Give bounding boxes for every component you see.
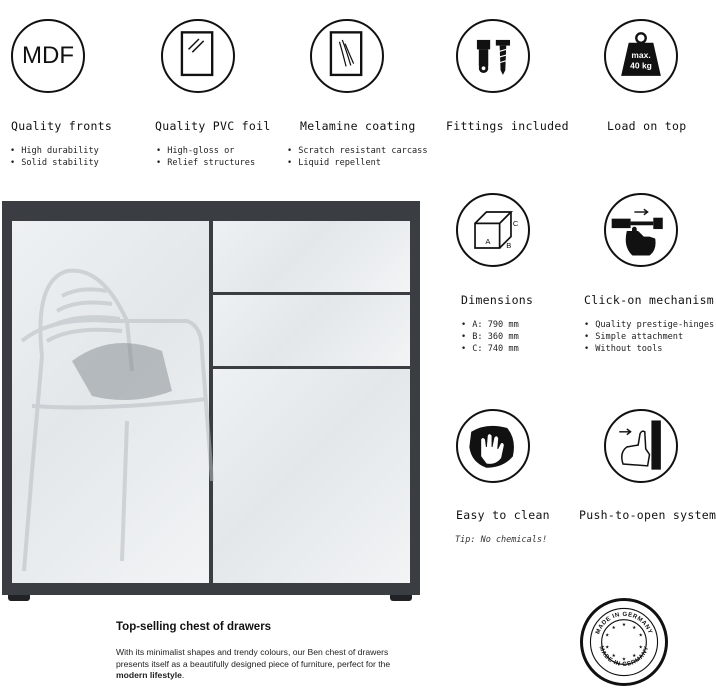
list-item: • B: 360 mm <box>461 332 519 344</box>
feature-title-push-to-open: Push-to-open system <box>579 508 716 522</box>
list-item: • C: 740 mm <box>461 344 519 356</box>
product-description-text: With its minimalist shapes and trendy colours, our Ben chest of drawers presents itself as a beautifully designed piece of furniture, perfect for the <box>116 647 391 669</box>
feature-bullets-melamine-coating <box>287 146 428 170</box>
feature-title-dimensions: Dimensions <box>461 293 534 307</box>
svg-text:★: ★ <box>621 623 627 629</box>
feature-title-click-on-mechanism: Click-on mechanism <box>584 293 715 307</box>
svg-text:★: ★ <box>632 625 637 631</box>
feature-bullets-dimensions <box>461 320 519 355</box>
svg-text:★: ★ <box>632 653 637 659</box>
scratch-panel-icon <box>310 19 384 93</box>
feature-bullets-quality-pvc-foil <box>156 146 255 170</box>
list-item: • Liquid repellent <box>287 158 428 170</box>
feature-title-melamine-coating: Melamine coating <box>300 119 416 133</box>
list-item: • High-gloss or <box>156 146 255 158</box>
list-item: • Quality prestige-hinges <box>584 320 714 332</box>
weight-icon-line2: 40 kg <box>630 60 652 71</box>
list-item: • Scratch resistant carcass <box>287 146 428 158</box>
svg-text:★: ★ <box>611 653 616 659</box>
mdf-icon <box>11 19 85 93</box>
list-item: • Solid stability <box>10 158 99 170</box>
list-item: • Simple attachment <box>584 332 714 344</box>
box-dimensions-icon <box>456 193 530 267</box>
feature-title-load-on-top: Load on top <box>607 119 687 133</box>
cabinet-foot-right <box>390 595 412 601</box>
list-item: • High durability <box>10 146 99 158</box>
product-description <box>116 647 416 682</box>
svg-text:★: ★ <box>605 633 610 639</box>
svg-text:★: ★ <box>638 645 643 651</box>
dimension-label-b: B <box>506 240 512 250</box>
feature-bullets-click-on-mechanism <box>584 320 714 355</box>
feature-title-fittings-included: Fittings included <box>446 119 569 133</box>
list-item: • A: 790 mm <box>461 320 519 332</box>
svg-text:★: ★ <box>621 657 627 663</box>
chair-reflection <box>12 221 412 583</box>
badge-text-top: MADE IN GERMANY <box>595 611 653 636</box>
glossy-panel-icon <box>161 19 235 93</box>
cleaning-tip: Tip: No chemicals! <box>455 535 548 545</box>
list-item: • Relief structures <box>156 158 255 170</box>
push-door-icon <box>604 409 678 483</box>
mdf-icon-text: MDF <box>22 42 74 69</box>
cabinet-foot-left <box>8 595 30 601</box>
svg-text:★: ★ <box>611 625 616 631</box>
dimension-label-c: C <box>512 219 519 229</box>
feature-title-easy-to-clean: Easy to clean <box>456 508 550 522</box>
product-title: Top-selling chest of drawers <box>116 621 272 633</box>
product-description-bold: modern lifestyle <box>116 670 182 680</box>
list-item: • Without tools <box>584 344 714 356</box>
dimension-label-a: A <box>485 237 491 247</box>
feature-bullets-quality-fronts <box>10 146 99 170</box>
click-hinge-icon <box>604 193 678 267</box>
feature-title-quality-fronts: Quality fronts <box>11 119 113 133</box>
feature-title-quality-pvc-foil: Quality PVC foil <box>155 119 271 133</box>
badge-text-bottom: MADE IN GERMANY <box>597 645 651 669</box>
svg-text:★: ★ <box>638 633 643 639</box>
hinge-screw-icon <box>456 19 530 93</box>
product-description-end: . <box>181 670 185 680</box>
made-in-germany-badge-icon <box>580 598 668 686</box>
weight-icon <box>604 19 678 93</box>
svg-text:★: ★ <box>605 645 610 651</box>
weight-icon-line1: max. <box>631 49 651 60</box>
cleaning-hand-icon <box>456 409 530 483</box>
chest-of-drawers-image <box>2 201 420 595</box>
